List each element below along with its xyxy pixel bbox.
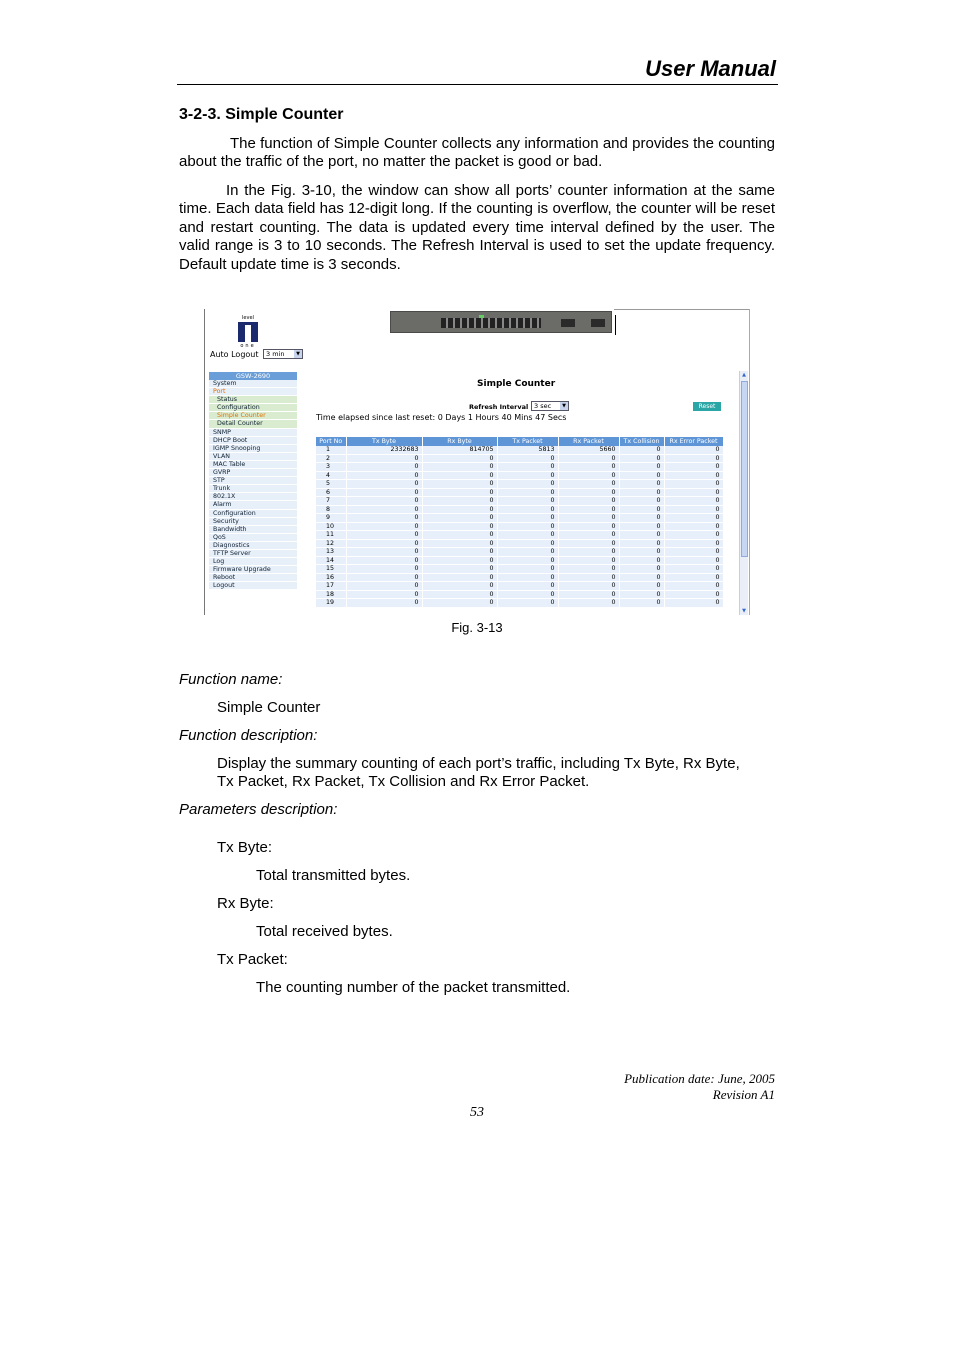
table-cell: 0 [497,471,558,480]
table-row [316,573,723,582]
publication-info [560,1071,775,1103]
table-cell: 14 [316,556,346,565]
revision: Revision A1 [712,1087,775,1102]
sidebar-item[interactable]: Diagnostics [209,542,297,550]
section-heading: 3-2-3. Simple Counter [179,106,344,123]
table-cell: 0 [664,582,723,591]
table-cell: 0 [422,522,497,531]
table-cell: 0 [497,599,558,608]
table-cell: 16 [316,573,346,582]
table-cell: 0 [422,471,497,480]
table-cell: 0 [664,556,723,565]
table-cell: 0 [346,556,422,565]
publication-date: Publication date: June, 2005 [624,1071,775,1086]
table-cell: 0 [558,514,619,523]
column-header: Tx Byte [346,437,422,446]
switch-ports-icon [441,318,541,328]
param-name: Tx Packet: [217,951,288,968]
table-cell: 0 [558,556,619,565]
table-cell: 0 [497,505,558,514]
table-cell: 0 [497,463,558,472]
table-cell: 0 [664,488,723,497]
table-cell: 10 [316,522,346,531]
table-cell: 0 [558,548,619,557]
table-cell: 0 [422,480,497,489]
table-row [316,556,723,565]
sidebar-item[interactable]: MAC Table [209,461,297,469]
table-cell: 0 [346,514,422,523]
sidebar-nav [209,372,297,590]
screenshot-top-rule [614,309,750,310]
table-row [316,590,723,599]
table-cell: 0 [497,480,558,489]
table-cell: 0 [422,599,497,608]
sidebar-item[interactable]: Logout [209,582,297,590]
table-cell: 0 [558,573,619,582]
table-cell: 1 [316,446,346,454]
table-cell: 0 [346,454,422,463]
panel-title: Simple Counter [477,379,556,389]
table-cell: 0 [619,573,664,582]
table-cell: 0 [422,573,497,582]
table-cell: 0 [346,539,422,548]
table-cell: 0 [619,488,664,497]
sidebar-item[interactable]: Bandwidth [209,526,297,534]
table-row [316,548,723,557]
table-cell: 18 [316,590,346,599]
chevron-down-icon: ▼ [294,350,302,358]
table-cell: 0 [619,522,664,531]
sidebar-item[interactable]: VLAN [209,453,297,461]
table-cell: 0 [346,599,422,608]
table-cell: 0 [664,539,723,548]
table-row [316,505,723,514]
table-cell: 0 [422,565,497,574]
table-cell: 0 [664,531,723,540]
table-header-row [316,437,723,446]
table-cell: 0 [497,590,558,599]
table-cell: 0 [619,463,664,472]
table-cell: 0 [558,463,619,472]
table-cell: 0 [422,505,497,514]
table-cell: 0 [664,446,723,454]
sidebar-item[interactable]: Alarm [209,501,297,509]
table-cell: 0 [558,590,619,599]
table-cell: 0 [664,505,723,514]
column-header: Rx Error Packet [664,437,723,446]
sidebar-item[interactable]: DHCP Boot [209,437,297,445]
table-cell: 13 [316,548,346,557]
function-name-label: Function name: [179,671,283,688]
table-cell: 0 [346,590,422,599]
scroll-up-icon[interactable]: ▲ [742,372,746,378]
table-cell: 7 [316,497,346,506]
table-cell: 0 [558,488,619,497]
table-cell: 8 [316,505,346,514]
table-cell: 0 [558,531,619,540]
nav-list [209,380,297,590]
sidebar-item[interactable]: Port [209,388,297,396]
sidebar-item[interactable]: GVRP [209,469,297,477]
table-row [316,599,723,608]
table-cell: 0 [619,556,664,565]
sidebar-item[interactable]: IGMP Snooping [209,445,297,453]
table-row [316,488,723,497]
table-cell: 0 [346,573,422,582]
table-cell: 0 [558,539,619,548]
table-cell: 0 [619,565,664,574]
param-desc: Total received bytes. [256,923,393,940]
logo-text-top: level [242,315,254,321]
table-cell: 0 [619,539,664,548]
table-cell: 17 [316,582,346,591]
table-cell: 0 [619,454,664,463]
header-rule [177,84,778,85]
nav-header: GSW-2690 [209,372,297,380]
table-cell: 0 [346,522,422,531]
table-row [316,522,723,531]
table-row [316,565,723,574]
sidebar-item[interactable]: Detail Counter [209,420,297,428]
switch-device-image [390,311,612,333]
sidebar-item[interactable]: Configuration [209,404,297,412]
table-cell: 0 [422,531,497,540]
table-cell: 0 [346,582,422,591]
vertical-scrollbar[interactable] [739,371,748,615]
table-cell: 5660 [558,446,619,454]
param-desc: The counting number of the packet transmitted. [256,979,571,996]
auto-logout-label: Auto Logout [210,350,259,359]
column-header: Port No [316,437,346,446]
param-name: Tx Byte: [217,839,273,856]
table-cell: 0 [558,471,619,480]
table-cell: 2332683 [346,446,422,454]
table-cell: 0 [497,573,558,582]
table-row [316,582,723,591]
table-cell: 0 [497,488,558,497]
sidebar-item[interactable]: 802.1X [209,493,297,501]
table-cell: 0 [664,599,723,608]
table-cell: 11 [316,531,346,540]
table-cell: 0 [346,488,422,497]
table-cell: 0 [346,497,422,506]
table-row [316,514,723,523]
sidebar-item[interactable]: Trunk [209,485,297,493]
column-header: Rx Byte [422,437,497,446]
sfp-port-icon [561,319,575,327]
screenshot-right-rule [749,309,750,615]
table-cell: 15 [316,565,346,574]
table-cell: 0 [346,463,422,472]
table-cell: 0 [497,454,558,463]
table-cell: 0 [619,514,664,523]
counter-table [316,437,724,608]
sidebar-item[interactable]: Configuration [209,510,297,518]
table-cell: 0 [346,505,422,514]
table-cell: 0 [558,565,619,574]
table-cell: 0 [558,480,619,489]
auto-logout-select[interactable] [263,349,303,359]
reset-button[interactable]: Reset [693,402,721,411]
column-header: Rx Packet [558,437,619,446]
table-cell: 0 [346,471,422,480]
table-cell: 2 [316,454,346,463]
table-cell: 0 [497,531,558,540]
manual-title: User Manual [645,56,776,81]
column-header: Tx Packet [497,437,558,446]
table-cell: 0 [664,514,723,523]
table-cell: 6 [316,488,346,497]
table-cell: 0 [497,522,558,531]
table-cell: 5 [316,480,346,489]
table-cell: 0 [422,514,497,523]
table-row [316,531,723,540]
table-cell: 0 [619,531,664,540]
figure-caption: Fig. 3-13 [451,620,503,635]
table-cell: 0 [497,565,558,574]
table-cell: 0 [346,531,422,540]
sidebar-item[interactable]: QoS [209,534,297,542]
table-cell: 0 [497,539,558,548]
table-cell: 0 [497,556,558,565]
sidebar-item[interactable]: SNMP [209,429,297,437]
table-cell: 12 [316,539,346,548]
table-cell: 0 [497,514,558,523]
param-desc: Total transmitted bytes. [256,867,411,884]
table-row [316,454,723,463]
refresh-interval-label: Refresh Interval [469,403,529,411]
function-description-line1: Display the summary counting of each port’s traffic, including Tx Byte, Rx Byte, [217,755,740,772]
sidebar-item[interactable]: Simple Counter [209,412,297,420]
table-cell: 0 [422,556,497,565]
table-body [316,446,723,607]
table-row [316,539,723,548]
page-number: 53 [470,1105,484,1120]
table-cell: 0 [619,505,664,514]
table-cell: 0 [346,548,422,557]
table-cell: 0 [619,548,664,557]
table-cell: 0 [558,497,619,506]
elapsed-time-text: Time elapsed since last reset: 0 Days 1 Hours 40 Mins 47 Secs [316,413,567,422]
table-row [316,463,723,472]
table-cell: 0 [558,522,619,531]
table-cell: 0 [497,548,558,557]
table-cell: 0 [664,463,723,472]
table-row [316,446,723,454]
table-cell: 0 [664,565,723,574]
table-cell: 3 [316,463,346,472]
function-name-value: Simple Counter [217,699,321,716]
table-cell: 0 [664,497,723,506]
levelone-logo [238,315,258,353]
table-row [316,471,723,480]
table-cell: 0 [422,463,497,472]
table-cell: 0 [619,480,664,489]
sidebar-item[interactable]: Reboot [209,574,297,582]
intro-paragraph: The function of Simple Counter collects any information and provides the counting about the traffic of the port, no matter the packet is good or bad. [179,135,775,171]
table-cell: 19 [316,599,346,608]
param-name: Rx Byte: [217,895,274,912]
sidebar-item[interactable]: Status [209,396,297,404]
function-description-line2: Tx Packet, Rx Packet, Tx Collision and Rx Error Packet. [217,773,590,790]
table-cell: 0 [619,599,664,608]
table-cell: 0 [664,573,723,582]
table-cell: 4 [316,471,346,480]
screenshot-left-rule [204,309,205,615]
parameters-label: Parameters description: [179,801,338,818]
refresh-interval-value: 3 sec [534,402,552,410]
sidebar-item[interactable]: Security [209,518,297,526]
scroll-thumb[interactable] [741,381,748,557]
table-cell: 0 [664,590,723,599]
table-cell: 0 [664,471,723,480]
sidebar-item[interactable]: STP [209,477,297,485]
sidebar-item[interactable]: Log [209,558,297,566]
table-cell: 0 [346,480,422,489]
logo-text-bottom: one [240,343,256,349]
column-header: Tx Collision [619,437,664,446]
table-cell: 0 [422,548,497,557]
table-cell: 0 [422,454,497,463]
simple-counter-screenshot [204,309,750,615]
table-row [316,480,723,489]
table-cell: 0 [619,590,664,599]
table-cell: 0 [664,480,723,489]
table-cell: 0 [558,505,619,514]
table-cell: 0 [619,471,664,480]
table-cell: 814705 [422,446,497,454]
refresh-interval-select[interactable] [531,401,569,411]
table-cell: 0 [497,497,558,506]
logo-mark-icon [238,322,258,342]
function-description-label: Function description: [179,727,318,744]
table-cell: 9 [316,514,346,523]
table-cell: 0 [619,446,664,454]
table-cell: 0 [497,582,558,591]
detail-paragraph: In the Fig. 3-10, the window can show all ports’ counter information at the same time. Each data field has 12-digit long. If the counting is overflow, the counter will be reset and restart counting. The data is updated every time interval defined by the user. The valid range is 3 to 10 seconds. The Refresh Interval is used to set the update frequency. Default update time is 3 seconds. [179,182,775,273]
table-cell: 0 [558,599,619,608]
chevron-down-icon: ▼ [560,402,568,410]
table-cell: 0 [558,582,619,591]
table-row [316,497,723,506]
table-cell: 0 [619,497,664,506]
sidebar-item[interactable]: TFTP Server [209,550,297,558]
sfp-port-icon [591,319,605,327]
scroll-down-icon[interactable]: ▼ [742,608,746,614]
text-cursor-icon [615,315,616,335]
table-cell: 0 [422,488,497,497]
table-cell: 0 [422,539,497,548]
table-cell: 0 [664,454,723,463]
table-cell: 0 [664,522,723,531]
table-cell: 0 [558,454,619,463]
table-cell: 0 [422,590,497,599]
auto-logout-value: 3 min [266,350,285,358]
table-cell: 0 [619,582,664,591]
table-cell: 5813 [497,446,558,454]
table-cell: 0 [664,548,723,557]
table-cell: 0 [346,565,422,574]
table-cell: 0 [422,497,497,506]
table-cell: 0 [422,582,497,591]
sidebar-item[interactable]: Firmware Upgrade [209,566,297,574]
sidebar-item[interactable]: System [209,380,297,388]
